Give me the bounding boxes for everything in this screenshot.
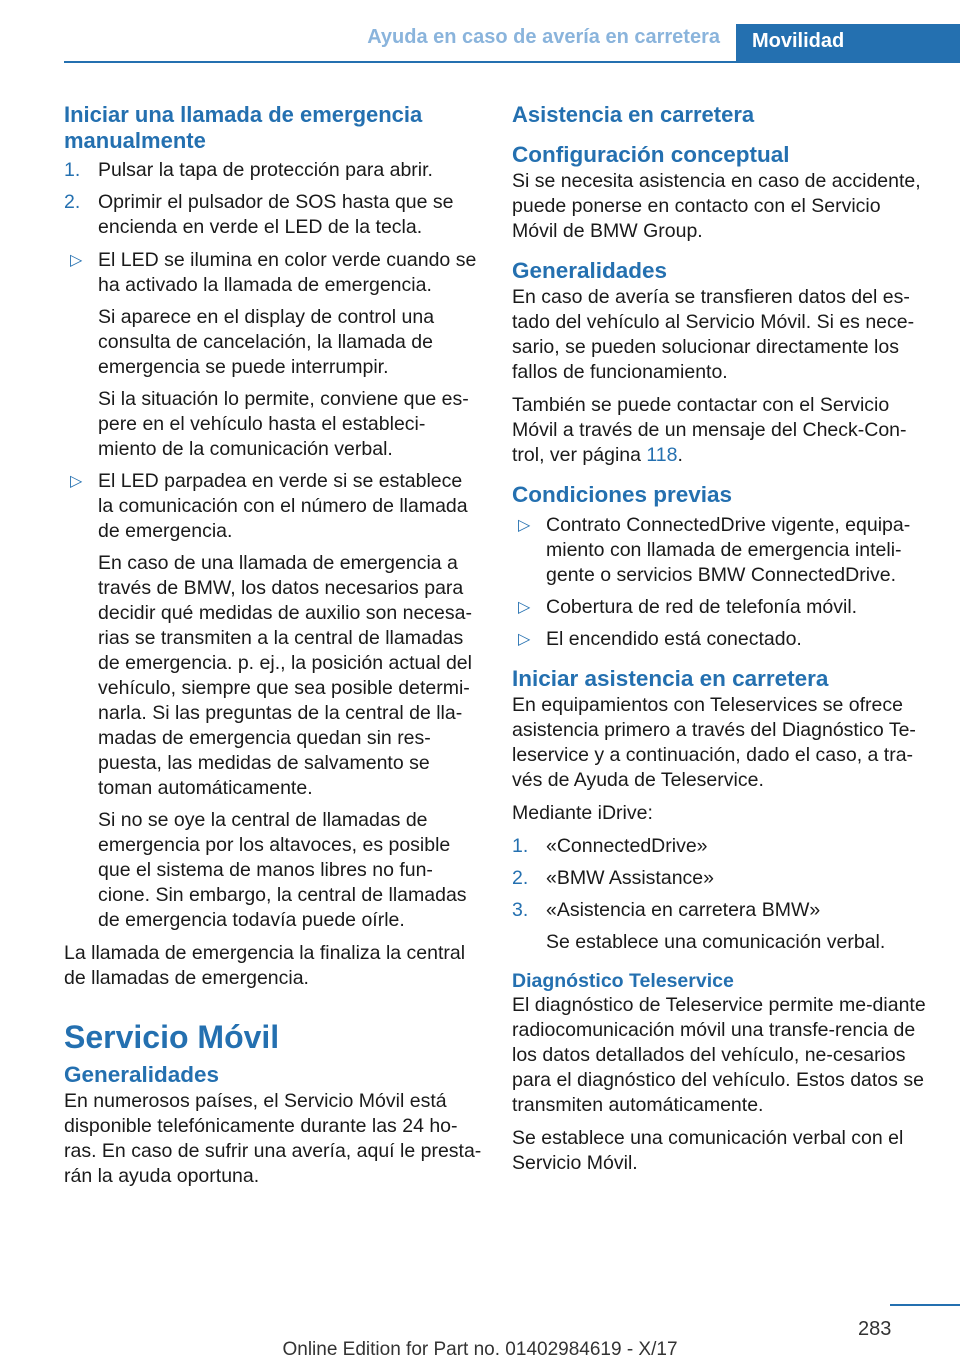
config-text: Si se necesita asistencia en caso de accidente, puede ponerse en contacto con el Servicio Móvil de BMW Group.	[512, 170, 921, 242]
step-number: 2.	[64, 191, 81, 213]
heading-asistencia: Asistencia en carretera	[512, 102, 755, 127]
step-subtext: Se establece una comunicación verbal.	[546, 931, 886, 953]
triangle-right-outline-icon: ▷	[518, 599, 531, 616]
heading-iniciar-asistencia: Iniciar asistencia en carretera	[512, 666, 829, 691]
header-section-title: Ayuda en caso de avería en carretera	[367, 26, 720, 48]
heading-configuracion: Configuración conceptual	[512, 142, 790, 167]
step-number: 1.	[64, 159, 81, 181]
triangle-right-outline-icon: ▷	[518, 631, 531, 648]
step-number: 2.	[512, 867, 529, 889]
bullet-paragraph: Si la situación lo permite, conviene que es-pere en el vehículo hasta el estableci-miento de la comunicación verbal.	[98, 388, 469, 460]
list-item	[512, 595, 930, 620]
diag-text-2: Se establece una comunicación verbal con el Servicio Móvil.	[512, 1127, 904, 1174]
heading-generalidades: Generalidades	[64, 1062, 220, 1087]
general-text-2-a: También se puede contactar con el Servicio Móvil a través de un mensaje del Check-Con-trol, ver página	[512, 394, 907, 466]
list-item	[64, 158, 482, 183]
bullet-text: El LED se ilumina en color verde cuando se ha activado la llamada de emergencia.	[98, 249, 477, 296]
triangle-right-outline-icon: ▷	[518, 517, 531, 534]
condition-text: Contrato ConnectedDrive vigente, equipa-miento con llamada de emergencia inteli-gente o servicios BMW ConnectedDrive.	[546, 514, 911, 586]
step-number: 1.	[512, 835, 529, 857]
left-column	[64, 102, 482, 1197]
heading-condiciones: Condiciones previas	[512, 482, 733, 507]
idrive-text: Mediante iDrive:	[512, 802, 653, 824]
manual-steps-list	[64, 158, 482, 240]
page-number: 283	[858, 1318, 892, 1340]
diag-text: El diagnóstico de Teleservice permite me-diante radiocomunicación móvil una transfe-rencia de los datos detallados del vehículo, ne-cesarios para el diagnóstico del vehículo. Estos datos se transmiten automáticamente.	[512, 994, 926, 1116]
idrive-steps-list	[512, 834, 930, 955]
header-divider	[64, 61, 960, 63]
step-text: «BMW Assistance»	[546, 867, 714, 889]
footer-divider	[890, 1304, 960, 1306]
list-item	[512, 898, 930, 955]
general-text-2	[512, 393, 930, 468]
list-item	[512, 513, 930, 588]
page-header	[0, 0, 960, 62]
heading-servicio-movil: Servicio Móvil	[64, 1019, 280, 1055]
condition-text: El encendido está conectado.	[546, 628, 802, 650]
bullet-paragraph: En caso de una llamada de emergencia a través de BMW, los datos necesarios para decidir qué medidas de auxilio son necesa-rias se transmiten a la central de llamadas de emergencia. p. ej., la posición actual del vehículo, siempre que sea posible determi-narla. Si las preguntas de la central de lla-madas de emergencia quedan sin res-puesta, las medidas de salvamento se toman automáticamente.	[98, 552, 472, 799]
led-status-list	[64, 248, 482, 933]
condition-text: Cobertura de red de telefonía móvil.	[546, 596, 858, 618]
triangle-right-outline-icon: ▷	[70, 252, 83, 269]
list-item	[512, 627, 930, 652]
step-text: «Asistencia en carretera BMW»	[546, 899, 821, 921]
page-link[interactable]: 118	[646, 444, 678, 466]
triangle-right-outline-icon: ▷	[70, 473, 83, 490]
footer-edition: Online Edition for Part no. 01402984619 - X/17	[282, 1339, 678, 1360]
step-text: Pulsar la tapa de protección para abrir.	[98, 159, 433, 181]
end-call-text: La llamada de emergencia la finaliza la central de llamadas de emergencia.	[64, 942, 466, 989]
general-text: En caso de avería se transfieren datos del es-tado del vehículo al Servicio Móvil. Si es nece-sario, se pueden solucionar directamente los fallos de funcionamiento.	[512, 286, 915, 383]
list-item	[512, 834, 930, 859]
bullet-paragraph: Si aparece en el display de control una consulta de cancelación, la llamada de emergencia se puede interrumpir.	[98, 306, 435, 378]
right-column	[512, 102, 930, 1184]
header-chapter-tab: Movilidad	[736, 24, 960, 62]
conditions-list	[512, 513, 930, 652]
generalidades-text: En numerosos países, el Servicio Móvil está disponible telefónicamente durante las 24 ho-ras. En caso de sufrir una avería, aquí le presta-rán la ayuda oportuna.	[64, 1090, 482, 1187]
step-text: «ConnectedDrive»	[546, 835, 708, 857]
general-text-2-b: .	[677, 444, 683, 466]
bullet-text: El LED parpadea en verde si se establece la comunicación con el número de llamada de emergencia.	[98, 470, 468, 542]
list-item	[64, 469, 482, 933]
heading-diagnostico: Diagnóstico Teleservice	[512, 970, 734, 992]
iniciar-text: En equipamientos con Teleservices se ofrece asistencia primero a través del Diagnóstico Te-leservice y a continuación, dado el caso, a tra-vés de Ayuda de Teleservice.	[512, 694, 916, 791]
bullet-paragraph: Si no se oye la central de llamadas de emergencia por los altavoces, es posible que el sistema de manos libres no fun-cione. Sin embargo, la central de llamadas de emergencia todavía puede oírle.	[98, 809, 467, 931]
step-number: 3.	[512, 899, 529, 921]
heading-generalidades-right: Generalidades	[512, 258, 668, 283]
list-item	[64, 190, 482, 240]
heading-manual-emergency-call: Iniciar una llamada de emergencia manualmente	[64, 102, 423, 153]
step-text: Oprimir el pulsador de SOS hasta que se encienda en verde el LED de la tecla.	[98, 191, 454, 238]
list-item	[512, 866, 930, 891]
list-item	[64, 248, 482, 462]
